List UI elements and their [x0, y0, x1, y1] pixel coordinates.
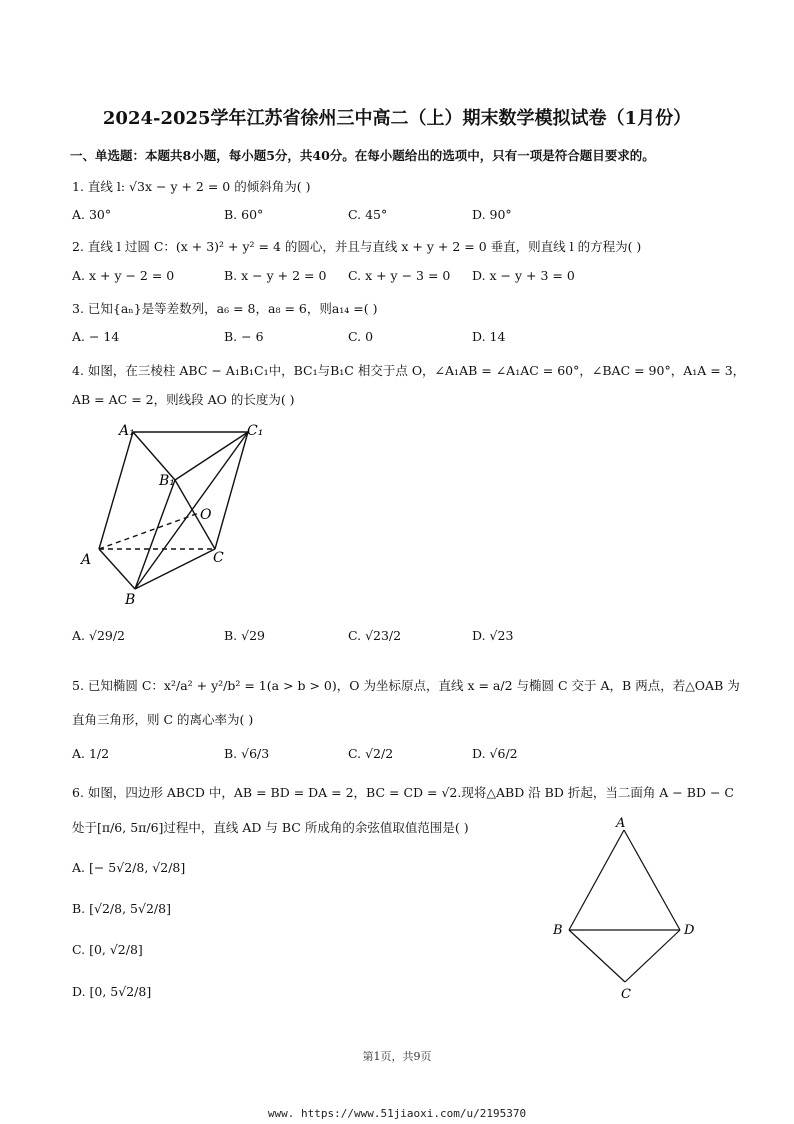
q4-option-a: A. √29/2	[72, 628, 126, 643]
label-a: A	[616, 816, 626, 831]
question-5-stem-line-1: 5. 已知椭圆 C：x²/a² + y²/b² = 1(a > b > 0)，O 为坐标原点，直线 x = a/2 与椭圆 C 交于 A，B 两点，若△OAB 为	[72, 678, 740, 693]
question-5-stem-line-2: 直角三角形，则 C 的离心率为( )	[72, 712, 254, 727]
edge-cd	[625, 930, 680, 982]
label-c: C	[213, 550, 224, 566]
q4-option-d: D. √23	[472, 628, 514, 643]
label-c1: C₁	[247, 423, 264, 439]
q2-option-b: B. x − y + 2 = 0	[224, 268, 327, 283]
q2-option-c: C. x + y − 3 = 0	[348, 268, 451, 283]
q4-option-c: C. √23/2	[348, 628, 402, 643]
label-b: B	[553, 923, 563, 938]
page-footer: 第1页，共9页	[362, 1050, 432, 1063]
edge-a1a	[99, 432, 133, 549]
q5-option-c: C. √2/2	[348, 746, 394, 761]
q4-option-b: B. √29	[224, 628, 266, 643]
q3-option-b: B. − 6	[224, 329, 264, 344]
edge-ad	[624, 830, 680, 930]
question-2-stem: 2. 直线 l 过圆 C：(x + 3)² + y² = 4 的圆心，并且与直线 x + y + 2 = 0 垂直，则直线 l 的方程为( )	[72, 239, 642, 254]
edge-bc1	[135, 432, 248, 589]
q6-option-a: A. [− 5√2/8, √2/8]	[72, 860, 186, 875]
label-b1: B₁	[159, 473, 175, 489]
q3-option-d: D. 14	[472, 329, 506, 344]
q1-option-c: C. 45°	[348, 207, 388, 222]
question-6-stem-line-1: 6. 如图，四边形 ABCD 中，AB = BD = DA = 2，BC = CD = √2.现将△ABD 沿 BD 折起，当二面角 A − BD − C	[72, 785, 734, 800]
quadrilateral-figure	[550, 812, 710, 1002]
label-o: O	[200, 507, 212, 523]
question-1-stem: 1. 直线 l: √3x − y + 2 = 0 的倾斜角为( )	[72, 179, 311, 194]
edge-c1c	[215, 432, 248, 549]
q1-option-b: B. 60°	[224, 207, 264, 222]
q2-option-d: D. x − y + 3 = 0	[472, 268, 575, 283]
segment-ao-hidden	[99, 513, 199, 549]
section-heading: 一、单选题：本题共8小题，每小题5分，共40分。在每小题给出的选项中，只有一项是符合题目要求的。	[70, 148, 655, 163]
edge-ab	[99, 549, 135, 589]
question-6-stem-line-2: 处于[π/6, 5π/6]过程中，直线 AD 与 BC 所成角的余弦值取值范围是( )	[72, 820, 469, 835]
q1-option-d: D. 90°	[472, 207, 512, 222]
q5-option-b: B. √6/3	[224, 746, 270, 761]
q6-option-b: B. [√2/8, 5√2/8]	[72, 901, 171, 916]
question-4-stem-line-2: AB = AC = 2，则线段 AO 的长度为( )	[72, 392, 295, 407]
q5-option-a: A. 1/2	[72, 746, 110, 761]
watermark-url: www. https://www.51jiaoxi.com/u/2195370	[267, 1107, 527, 1120]
q3-option-a: A. − 14	[72, 329, 120, 344]
question-3-stem: 3. 已知{aₙ}是等差数列，a₆ = 8，a₈ = 6，则a₁₄ =( )	[72, 301, 378, 316]
q6-option-d: D. [0, 5√2/8]	[72, 984, 152, 999]
label-c: C	[621, 987, 631, 1002]
label-b: B	[125, 592, 136, 608]
label-a: A	[81, 552, 92, 568]
q1-option-a: A. 30°	[72, 207, 112, 222]
q5-option-d: D. √6/2	[472, 746, 518, 761]
prism-figure	[75, 418, 275, 610]
q3-option-c: C. 0	[348, 329, 374, 344]
label-d: D	[684, 923, 695, 938]
edge-bc	[569, 930, 625, 982]
label-a1: A₁	[119, 423, 135, 439]
edge-ab	[569, 830, 624, 930]
q2-option-a: A. x + y − 2 = 0	[72, 268, 175, 283]
question-4-stem-line-1: 4. 如图，在三棱柱 ABC − A₁B₁C₁中，BC₁与B₁C 相交于点 O，∠A₁AB = ∠A₁AC = 60°，∠BAC = 90°，A₁A = 3，	[72, 363, 746, 378]
page-title: 2024-2025学年江苏省徐州三中高二（上）期末数学模拟试卷（1月份）	[102, 108, 692, 129]
q6-option-c: C. [0, √2/8]	[72, 942, 143, 957]
